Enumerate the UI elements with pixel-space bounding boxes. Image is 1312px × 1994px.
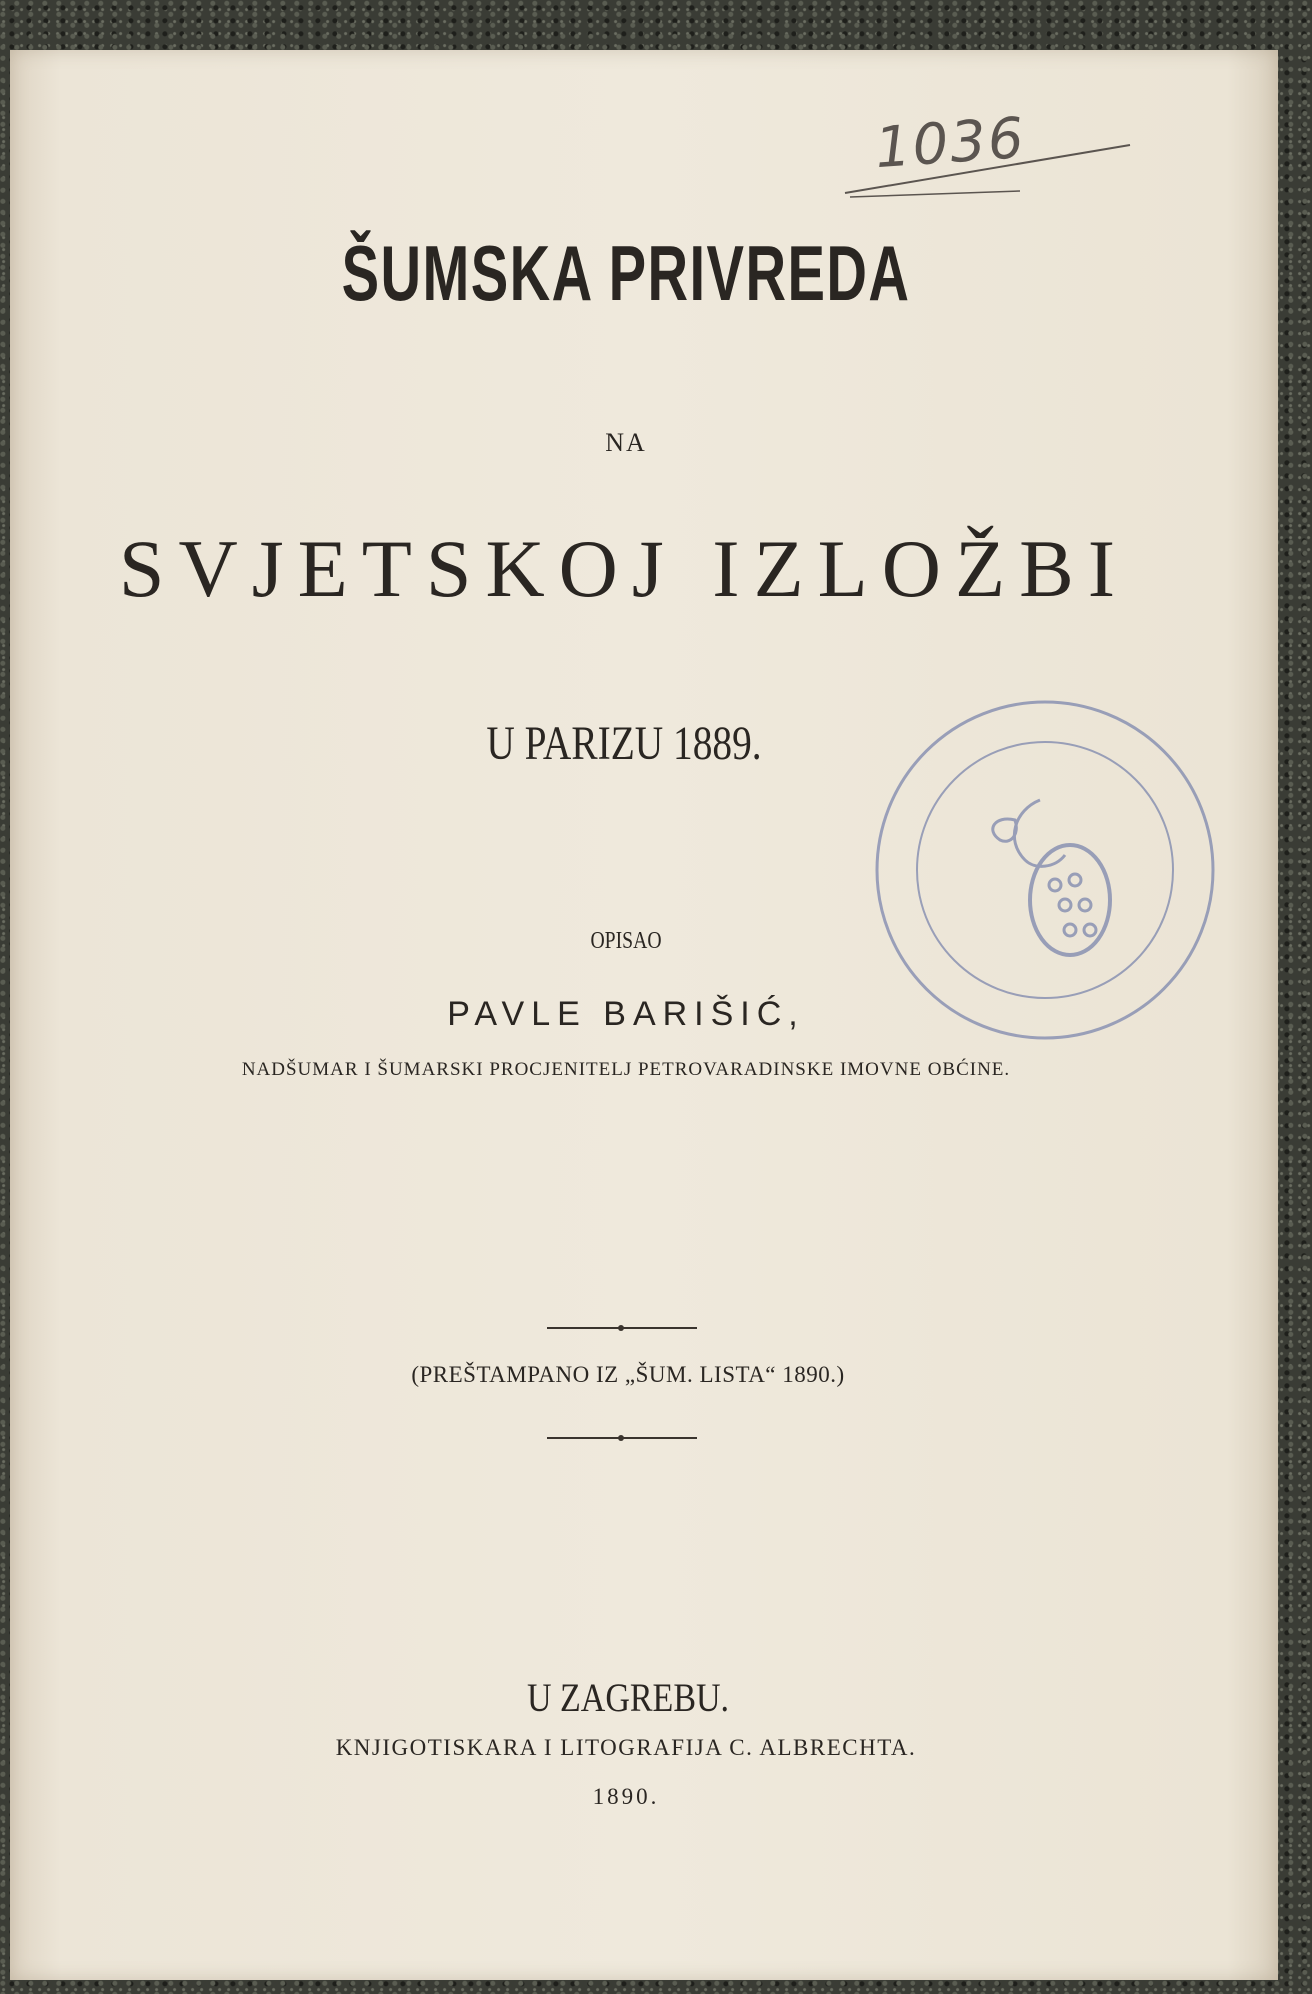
shelf-mark: 1036 [872,105,1028,182]
shelf-mark-annotation [840,105,1140,205]
library-stamp [865,690,1225,1050]
title-page [10,50,1278,1980]
imprint-place: U ZAGREBU. [526,1675,730,1720]
author-role: NADŠUMAR I ŠUMARSKI PROCJENITELJ PETROVARADINSKE IMOVNE OBĆINE. [241,1059,1011,1080]
imprint-year: 1890. [592,1784,660,1809]
described-by-label: OPISAO [590,928,662,954]
title-connector: NA [605,428,647,457]
ornamental-rule-bottom [547,1437,697,1439]
publisher: KNJIGOTISKARA I LITOGRAFIJA C. ALBRECHTA. [335,1735,917,1760]
library-stamp-icon [865,690,1225,1050]
book-title: ŠUMSKA PRIVREDA [341,229,911,317]
exhibition-place-year: U PARIZU 1889. [486,717,762,770]
ornamental-rule-top [547,1327,697,1329]
author-name: PAVLE BARIŠIĆ, [447,995,805,1033]
reprint-note: (PREŠTAMPANO IZ „ŠUM. LISTA“ 1890.) [411,1362,845,1387]
book-subtitle: SVJETSKOJ IZLOŽBI [118,523,1130,614]
